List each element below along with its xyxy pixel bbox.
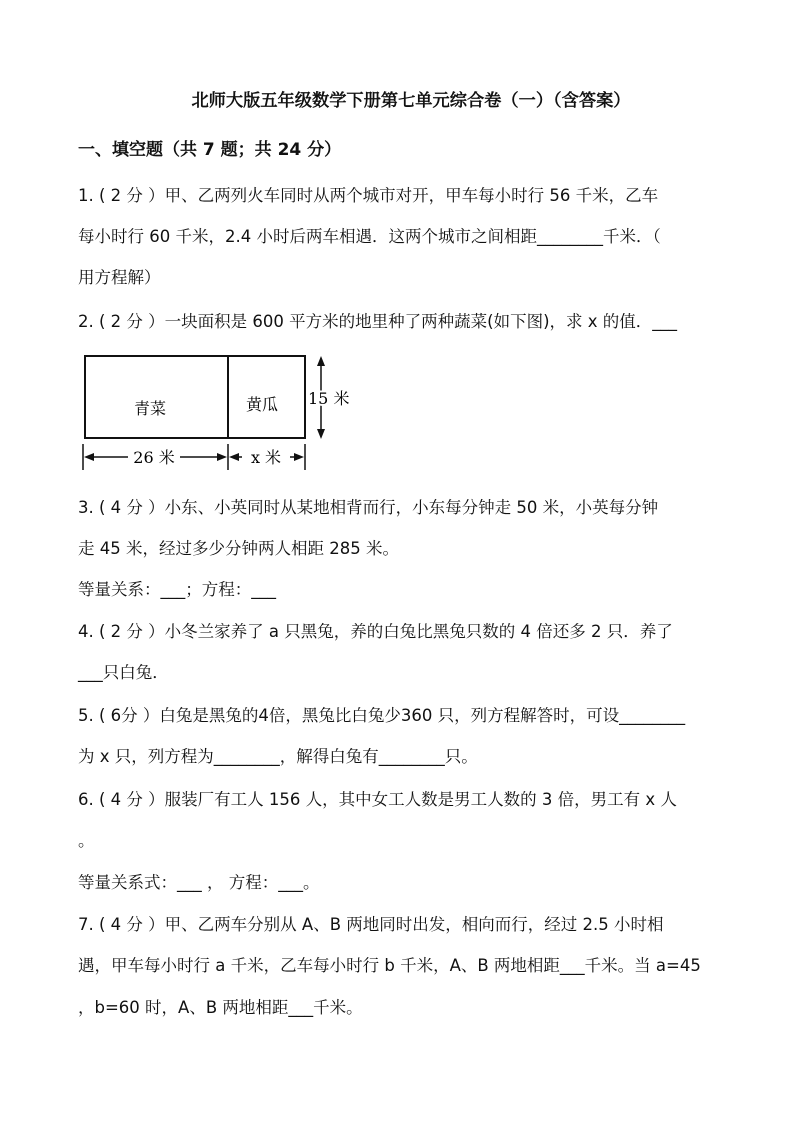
label-left-width: 26 米	[133, 448, 175, 467]
width-right-arrow-end	[294, 453, 304, 461]
question-7-line-2: 遇，甲车每小时行 a 千米，乙车每小时行 b 千米，A、B 两地相距___千米。当 a=45	[78, 956, 701, 975]
label-height: 15 米	[308, 389, 350, 408]
question-5-line-2: 为 x 只，列方程为________，解得白兔有________只。	[78, 747, 478, 766]
question-4-line-1: 4. ( 2 分 ）小冬兰家养了 a 只黑兔，养的白兔比黑兔只数的 4 倍还多 2 只．养了	[78, 622, 673, 641]
question-1-line-3: 用方程解）	[78, 268, 161, 287]
width-left-arrow-end	[217, 453, 227, 461]
question-6-line-1: 6. ( 4 分 ）服装厂有工人 156 人，其中女工人数是男工人数的 3 倍，男工有 x 人	[78, 790, 677, 809]
question-5-line-1: 5. ( 6分 ）白兔是黑兔的4倍，黑兔比白兔少360 只，列方程解答时，可设________	[78, 706, 686, 725]
question-4-line-2: ___只白兔．	[78, 663, 169, 682]
question-7-line-1: 7. ( 4 分 ）甲、乙两车分别从 A、B 两地同时出发，相向而行，经过 2.5 小时相	[78, 915, 664, 934]
field-diagram	[76, 348, 376, 478]
question-1-line-1: 1. ( 2 分 ）甲、乙两列火车同时从两个城市对开，甲车每小时行 56 千米，乙车	[78, 186, 659, 205]
page-title: 北师大版五年级数学下册第七单元综合卷（一）（含答案）	[191, 91, 631, 111]
question-3-line-1: 3. ( 4 分 ）小东、小英同时从某地相背而行，小东每分钟走 50 米，小英每分钟	[78, 498, 659, 517]
label-huanggua: 黄瓜	[245, 395, 279, 414]
width-right-arrow-start	[229, 453, 239, 461]
question-6-line-2: 。	[78, 831, 95, 850]
question-6-line-3: 等量关系式：___ ， 方程：___。	[78, 873, 320, 892]
section-heading: 一、填空题（共 7 题；共 24 分）	[78, 140, 342, 160]
question-1-line-2: 每小时行 60 千米，2.4 小时后两车相遇．这两个城市之间相距________千米．（	[78, 227, 661, 246]
label-qingcai: 青菜	[133, 399, 167, 418]
width-left-arrow-start	[84, 453, 94, 461]
question-7-line-3: ，b=60 时，A、B 两地相距___千米。	[78, 998, 363, 1017]
label-right-width: x 米	[250, 448, 282, 467]
question-3-line-2: 走 45 米，经过多少分钟两人相距 285 米。	[78, 539, 399, 558]
question-2-line-1: 2. ( 2 分 ）一块面积是 600 平方米的地里种了两种蔬菜(如下图)，求 x 的值．___	[78, 312, 678, 331]
height-arrow-bottom	[317, 429, 325, 439]
height-arrow-top	[317, 356, 325, 366]
question-3-line-3: 等量关系：___；方程：___	[78, 580, 276, 599]
